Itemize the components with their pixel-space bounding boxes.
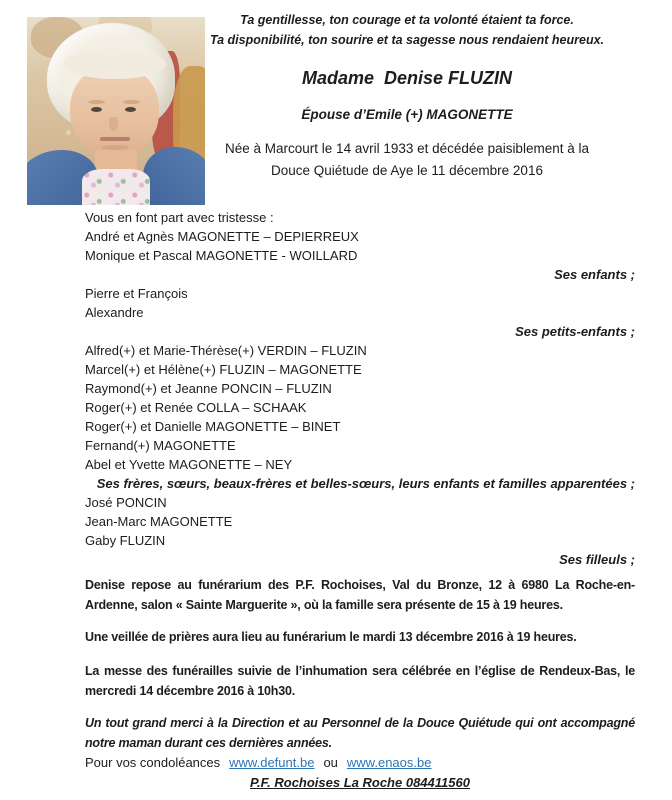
condolences-line [85, 753, 635, 773]
header-block [168, 10, 646, 182]
family-name-line: Raymond(+) et Jeanne PONCIN – FLUZIN [85, 381, 332, 396]
family-name-line: Fernand(+) MAGONETTE [85, 438, 236, 453]
siblings-label: Ses frères, sœurs, beaux-frères et belles-sœurs, leurs enfants et familles apparentées ; [96, 476, 635, 491]
photo-floral-blouse [82, 169, 150, 205]
family-name-line: Alfred(+) et Marie-Thérèse(+) VERDIN – FLUZIN [85, 343, 367, 358]
family-name-line: Abel et Yvette MAGONETTE – NEY [85, 457, 293, 472]
enaos-link[interactable]: www.enaos.be [346, 755, 432, 770]
family-name-line: José PONCIN [85, 495, 167, 510]
condolences-prefix: Pour vos condoléances [85, 755, 221, 770]
photo-hair-fringe [63, 49, 166, 79]
mass-paragraph: La messe des funérailles suivie de l’inhumation sera célébrée en l’église de Rendeux-Bas, le mercredi 14 décembre 2016 à 10h30. [85, 664, 635, 698]
birth-death-line2: Douce Quiétude de Aye le 11 décembre 2016 [271, 163, 543, 178]
family-name-line: Monique et Pascal MAGONETTE - WOILLARD [85, 248, 358, 263]
godchildren-label: Ses filleuls ; [559, 552, 635, 567]
repose-paragraph: Denise repose au funérarium des P.F. Rochoises, Val du Bronze, 12 à 6980 La Roche-en-Ardenne, salon « Sainte Marguerite », où la famille sera présente de 15 à 19 heures. [85, 578, 635, 612]
family-name-line: Roger(+) et Renée COLLA – SCHAAK [85, 400, 307, 415]
photo-eyebrow [88, 100, 105, 104]
spouse-line: Épouse d’Emile (+) MAGONETTE [301, 107, 513, 122]
deceased-name-title: Madame Denise FLUZIN [301, 68, 513, 88]
family-name-line: André et Agnès MAGONETTE – DEPIERREUX [85, 229, 359, 244]
announcement-body [85, 208, 635, 793]
thanks-paragraph: Un tout grand merci à la Direction et au Personnel de la Douce Quiétude qui ont accompagné notre maman durant ces dernières années. [85, 716, 635, 750]
photo-eyebrow [123, 100, 140, 104]
photo-earring [66, 130, 71, 135]
family-name-line: Marcel(+) et Hélène(+) FLUZIN – MAGONETTE [85, 362, 362, 377]
family-name-line: Gaby FLUZIN [85, 533, 166, 548]
condolences-or: ou [323, 755, 338, 770]
vigil-paragraph: Une veillée de prières aura lieu au funérarium le mardi 13 décembre 2016 à 19 heures. [85, 630, 577, 644]
grandchildren-label: Ses petits-enfants ; [515, 324, 635, 339]
photo-nose [109, 117, 118, 131]
photo-chin-shadow [102, 145, 128, 150]
birth-death-line1: Née à Marcourt le 14 avril 1933 et décédée paisiblement à la [225, 141, 589, 156]
funeral-home-footer: P.F. Rochoises La Roche 084411560 [250, 775, 470, 790]
birth-death-lines [168, 138, 646, 182]
photo-mouth [100, 137, 130, 141]
children-label: Ses enfants ; [554, 267, 635, 282]
defunt-link[interactable]: www.defunt.be [229, 755, 315, 770]
memorial-quote-line1: Ta gentillesse, ton courage et ta volonté étaient ta force. [240, 13, 574, 27]
memorial-quote-line2: Ta disponibilité, ton sourire et ta sagesse nous rendaient heureux. [209, 33, 605, 47]
family-name-line: Jean-Marc MAGONETTE [85, 514, 233, 529]
family-name-line: Pierre et François [85, 286, 188, 301]
family-name-line: Alexandre [85, 305, 144, 320]
family-name-line: Roger(+) et Danielle MAGONETTE – BINET [85, 419, 341, 434]
intro-line: Vous en font part avec tristesse : [85, 210, 274, 225]
